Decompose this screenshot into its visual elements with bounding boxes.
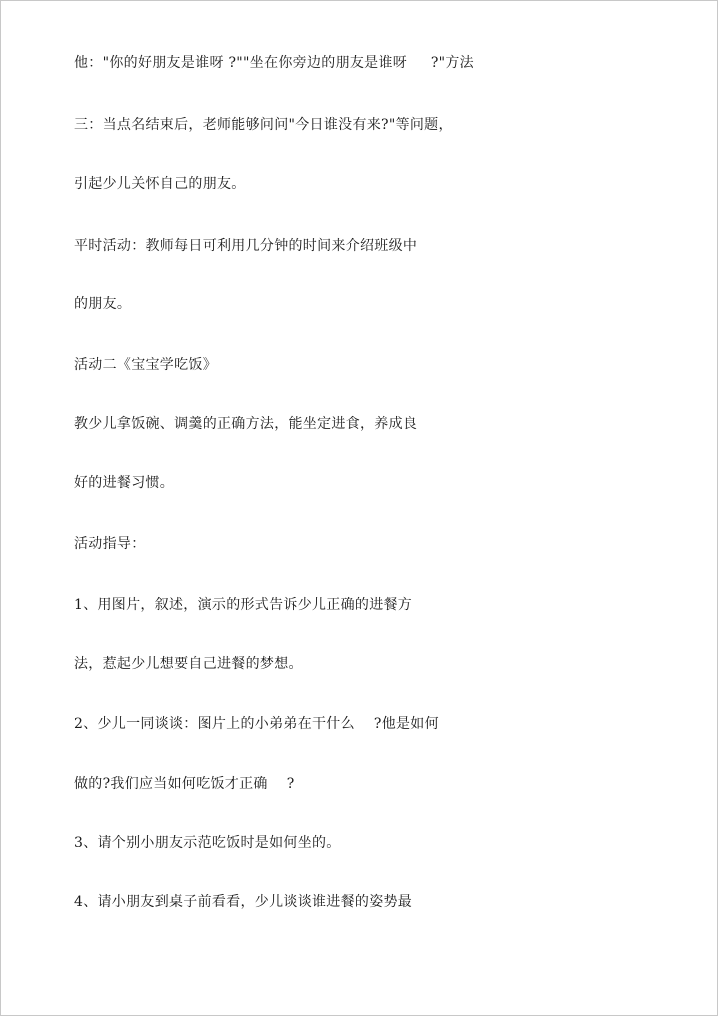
text-line: 做的?我们应当如何吃饭才正确 ? <box>74 776 295 792</box>
text-line: 好的进餐习惯。 <box>74 475 175 491</box>
text-line: 引起少儿关怀自己的朋友。 <box>74 176 246 192</box>
list-item: 1、用图片，叙述，演示的形式告诉少儿正确的进餐方 <box>74 597 413 613</box>
text-line: 的朋友。 <box>74 296 132 312</box>
text-line: 他："你的好朋友是谁呀 ?""坐在你旁边的朋友是谁呀 ?"方法 <box>74 55 474 71</box>
text-line: 活动指导： <box>74 536 146 552</box>
list-item: 2、少儿一同谈谈：图片上的小弟弟在干什么 ?他是如何 <box>74 716 439 732</box>
section-heading: 活动二《宝宝学吃饭》 <box>74 357 217 373</box>
text-line: 法，惹起少儿想要自己进餐的梦想。 <box>74 656 303 672</box>
list-item: 4、请小朋友到桌子前看看，少儿谈谈谁进餐的姿势最 <box>74 894 413 910</box>
text-line: 三：当点名结束后，老师能够问问"今日谁没有来?"等问题， <box>74 117 453 133</box>
list-item: 3、请个别小朋友示范吃饭时是如何坐的。 <box>74 835 341 851</box>
text-line: 平时活动：教师每日可利用几分钟的时间来介绍班级中 <box>74 238 418 254</box>
text-line: 教少儿拿饭碗、调羹的正确方法，能坐定进食，养成良 <box>74 416 418 432</box>
